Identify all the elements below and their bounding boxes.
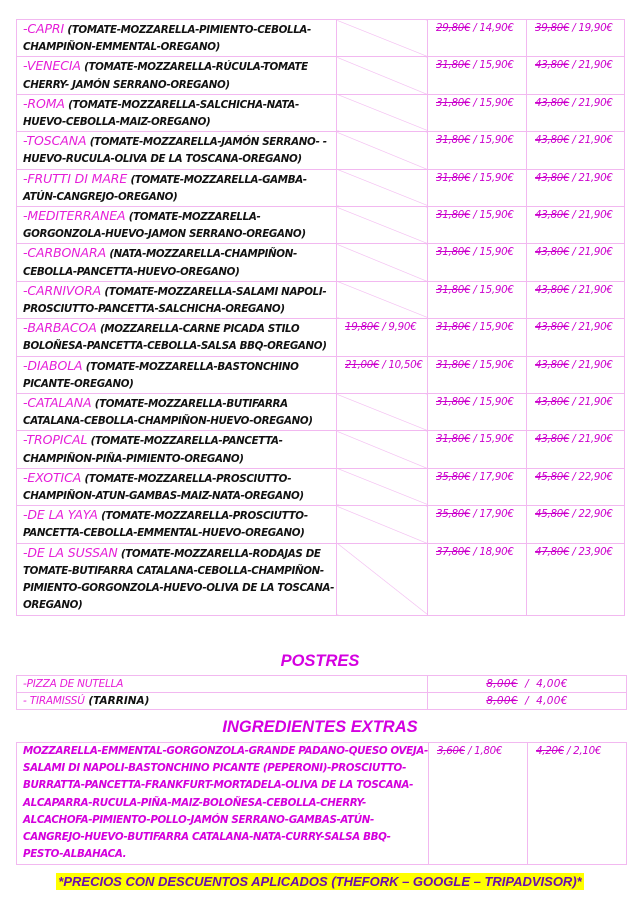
postres-table [16,675,627,710]
large-new-price: / 19,90€ [569,22,613,34]
pizza-name: -DE LA SUSSAN [23,544,118,560]
postres-title: POSTRES [280,652,360,670]
unavailable-size-cell [337,57,428,94]
unavailable-size-cell [337,394,428,431]
medium-new-price: / 17,90€ [470,508,514,521]
large-new-price: / 22,90€ [569,508,613,521]
pizza-row [17,207,625,244]
medium-old-price: 35,80€ [436,470,471,483]
medium-old-price: 35,80€ [436,508,471,521]
pizza-row [17,356,625,393]
dessert-old-price: 8,00€ [486,678,518,690]
pizza-row [17,468,625,505]
large-new-price: / 21,90€ [569,283,613,296]
large-old-price: 43,80€ [535,396,570,409]
large-new-price: / 22,90€ [569,470,613,483]
dessert-name: -PIZZA DE NUTELLA [23,678,124,690]
large-old-price: 39,80€ [535,22,570,34]
medium-new-price: / 15,90€ [470,246,514,259]
medium-old-price: 31,80€ [436,209,471,222]
medium-old-price: 31,80€ [436,171,471,184]
pizza-name: -EXOTICA [23,469,82,485]
pizza-row [17,394,625,431]
unavailable-size-cell [337,468,428,505]
extras-large-new-price: / 2,10€ [563,745,602,757]
medium-old-price: 31,80€ [436,96,471,109]
medium-new-price: / 15,90€ [470,96,514,109]
pizza-name: -DIABOLA [23,357,83,373]
pizza-name: -CARBONARA [23,245,107,261]
pizza-ingredients: (MOZZARELLA-CARNE PICADA STILO BOLOÑESA-PANCETTA-CEBOLLA-SALSA BBQ-OREGANO) [23,323,327,353]
extras-large-old-price: 4,20€ [536,745,564,757]
pizza-name: -MEDITERRANEA [23,208,126,224]
pizza-ingredients: (TOMATE-MOZZARELLA-PIMIENTO-CEBOLLA-CHAMPIÑON-EMMENTAL-OREGANO) [23,24,311,54]
medium-old-price: 31,80€ [436,59,471,72]
pizza-ingredients: (TOMATE-MOZZARELLA-JAMÓN SERRANO- -HUEVO-RUCULA-OLIVA DE LA TOSCANA-OREGANO) [23,136,327,166]
large-new-price: / 21,90€ [569,59,613,72]
medium-old-price: 37,80€ [436,545,471,558]
medium-old-price: 31,80€ [436,134,471,147]
pizza-name: -TROPICAL [23,432,88,448]
medium-new-price: / 15,90€ [470,396,514,409]
pizza-name: -CARNIVORA [23,282,102,298]
large-new-price: / 21,90€ [569,246,613,259]
pizza-row [17,94,625,131]
large-old-price: 43,80€ [535,283,570,296]
dessert-note: (TARRINA) [84,695,150,707]
medium-old-price: 31,80€ [436,283,471,296]
extras-table [16,742,627,865]
unavailable-size-cell [337,94,428,131]
pizza-ingredients: (TOMATE-MOZZARELLA-GORGONZOLA-HUEVO-JAMON SERRANO-OREGANO) [23,211,306,241]
small-new-price: / 10,50€ [379,358,423,371]
large-old-price: 43,80€ [535,96,570,109]
pizza-row [17,244,625,281]
unavailable-size-cell [337,207,428,244]
extras-medium-old-price: 3,60€ [437,745,465,757]
discount-note-text: *PRECIOS CON DESCUENTOS APLICADOS (THEFORK – GOOGLE – TRIPADVISOR)* [58,874,582,889]
medium-old-price: 31,80€ [436,321,471,334]
medium-old-price: 29,80€ [436,22,471,34]
pizza-row [17,431,625,468]
large-old-price: 43,80€ [535,358,570,371]
medium-new-price: / 15,90€ [470,134,514,147]
unavailable-size-cell [337,169,428,206]
pizza-ingredients: (TOMATE-MOZZARELLA-PROSCIUTTO-PANCETTA-CEBOLLA-EMMENTAL-HUEVO-OREGANO) [23,510,308,540]
pizza-name: -BARBACOA [23,320,97,336]
pizza-row [17,132,625,169]
pizza-ingredients: (TOMATE-MOZZARELLA-RODAJAS DE TOMATE-BUTIFARRA CATALANA-CEBOLLA-CHAMPIÑON-PIMIENTO-GORGONZOLA-HUEVO-OLIVA DE LA TOSCANA-OREGANO) [23,547,335,612]
discount-note [0,871,640,890]
small-new-price: / 9,90€ [379,321,417,334]
large-new-price: / 23,90€ [569,545,613,558]
pizza-name: -ROMA [23,95,65,111]
pizza-name: -DE LA YAYA [23,507,98,523]
medium-new-price: / 15,90€ [470,433,514,446]
large-old-price: 43,80€ [535,171,570,184]
unavailable-size-cell [337,543,428,615]
unavailable-size-cell [337,281,428,318]
pizza-row [17,319,625,356]
pizza-row [17,169,625,206]
large-new-price: / 21,90€ [569,171,613,184]
pizza-name: -TOSCANA [23,133,87,149]
pizza-ingredients: (TOMATE-MOZZARELLA-BASTONCHINO PICANTE-OREGANO) [23,360,299,390]
pizza-row [17,543,625,615]
large-new-price: / 21,90€ [569,134,613,147]
medium-new-price: / 15,90€ [470,171,514,184]
unavailable-size-cell [337,20,428,57]
pizza-ingredients: (TOMATE-MOZZARELLA-PROSCIUTTO-CHAMPIÑON-ATUN-GAMBAS-MAIZ-NATA-OREGANO) [23,472,304,503]
pizza-name: -VENECIA [23,58,81,74]
large-old-price: 43,80€ [535,321,570,334]
dessert-new-price: / 4,00€ [517,678,568,690]
medium-new-price: / 18,90€ [470,545,514,558]
pizza-row [17,20,625,57]
pizza-name: -CAPRI [23,21,65,36]
dessert-new-price: / 4,00€ [517,695,568,707]
large-old-price: 47,80€ [535,545,570,558]
medium-old-price: 31,80€ [436,358,471,371]
large-old-price: 43,80€ [535,134,570,147]
extras-title: INGREDIENTES EXTRAS [222,718,418,736]
large-old-price: 45,80€ [535,508,570,521]
large-new-price: / 21,90€ [569,209,613,222]
extras-medium-new-price: / 1,80€ [464,745,503,757]
large-new-price: / 21,90€ [569,396,613,409]
extras-row [17,743,627,865]
pizza-row [17,57,625,94]
medium-new-price: / 15,90€ [470,283,514,296]
pizza-ingredients: (TOMATE-MOZZARELLA-SALCHICHA-NATA-HUEVO-CEBOLLA-MAIZ-OREGANO) [23,98,299,129]
pizza-price-table [16,19,625,616]
unavailable-size-cell [337,132,428,169]
small-old-price: 21,00€ [345,358,380,371]
medium-new-price: / 15,90€ [470,321,514,334]
dessert-row [17,693,627,710]
large-old-price: 45,80€ [535,470,570,483]
large-new-price: / 21,90€ [569,321,613,334]
dessert-name: - TIRAMISSÚ [23,695,85,707]
medium-new-price: / 17,90€ [470,470,514,483]
pizza-ingredients: (TOMATE-MOZZARELLA-BUTIFARRA CATALANA-CEBOLLA-CHAMPIÑON-HUEVO-OREGANO) [23,398,313,428]
pizza-name: -CATALANA [23,395,92,411]
large-old-price: 43,80€ [535,433,570,446]
dessert-row [17,676,627,693]
pizza-ingredients: (TOMATE-MOZZARELLA-GAMBA-ATÚN-CANGREJO-OREGANO) [23,173,307,203]
extras-ingredient-list: MOZZARELLA-EMMENTAL-GORGONZOLA-GRANDE PADANO-QUESO OVEJA-SALAMI DI NAPOLI-BASTONCHINO PICANTE (PEPERONI)-PROSCIUTTO-BURRATTA-PANCETTA-FRANKFURT-MORTADELA-OLIVA DE LA TOSCANA-ALCAPARRA-RUCULA-PIÑA-MAIZ-BOLOÑESA-CEBOLLA-CHERRY-ALCACHOFA-PIMIENTO-POLLO-JAMÓN SERRANO-GAMBAS-ATÚN-CANGREJO-HUEVO-BUTIFARRA CATALANA-NATA-CURRY-SALSA BBQ-PESTO-ALBAHACA. [17,743,429,865]
large-new-price: / 21,90€ [569,433,613,446]
unavailable-size-cell [337,506,428,543]
large-old-price: 43,80€ [535,59,570,72]
pizza-ingredients: (NATA-MOZZARELLA-CHAMPIÑON-CEBOLLA-PANCETTA-HUEVO-OREGANO) [23,248,297,278]
medium-old-price: 31,80€ [436,246,471,259]
large-old-price: 43,80€ [535,209,570,222]
medium-new-price: / 14,90€ [470,22,514,34]
unavailable-size-cell [337,244,428,281]
unavailable-size-cell [337,431,428,468]
large-new-price: / 21,90€ [569,96,613,109]
large-new-price: / 21,90€ [569,358,613,371]
medium-old-price: 31,80€ [436,433,471,446]
medium-new-price: / 15,90€ [470,209,514,222]
pizza-row [17,506,625,543]
pizza-row [17,281,625,318]
small-old-price: 19,80€ [345,321,380,334]
pizza-ingredients: (TOMATE-MOZZARELLA-RÚCULA-TOMATE CHERRY- JAMÓN SERRANO-OREGANO) [23,61,308,91]
large-old-price: 43,80€ [535,246,570,259]
medium-new-price: / 15,90€ [470,59,514,72]
dessert-old-price: 8,00€ [486,695,518,707]
pizza-ingredients: (TOMATE-MOZZARELLA-PANCETTA-CHAMPIÑON-PIÑA-PIMIENTO-OREGANO) [23,435,283,465]
medium-old-price: 31,80€ [436,396,471,409]
medium-new-price: / 15,90€ [470,358,514,371]
pizza-name: -FRUTTI DI MARE [23,170,128,186]
pizza-ingredients: (TOMATE-MOZZARELLA-SALAMI NAPOLI-PROSCIUTTO-PANCETTA-SALCHICHA-OREGANO) [23,285,327,316]
